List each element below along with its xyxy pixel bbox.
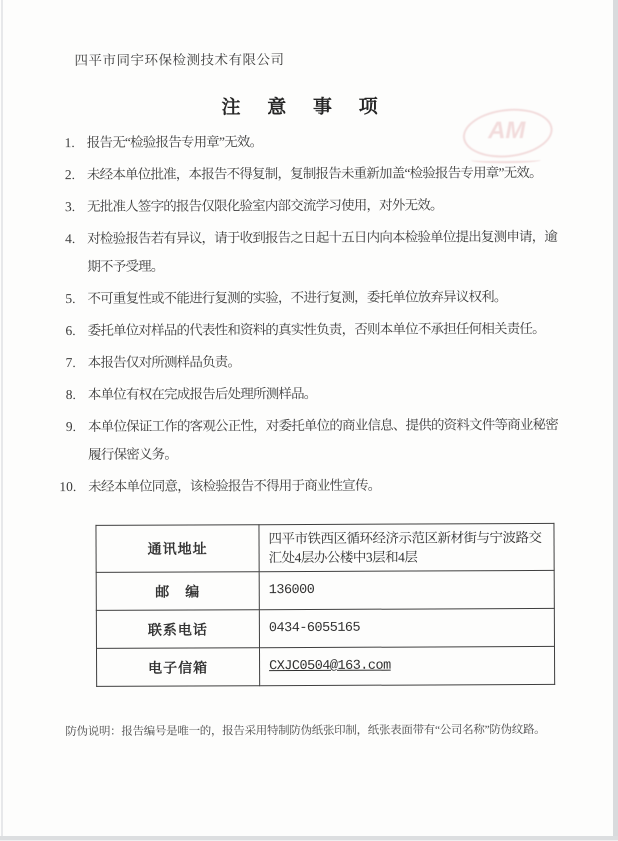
notice-text: 委托单位对样品的代表性和资料的真实性负责，否则本单位不承担任何相关责任。: [87, 320, 545, 338]
notice-number: 3.: [64, 199, 76, 215]
list-item: [49, 223, 564, 281]
postcode-label: 邮 编: [96, 572, 259, 611]
notice-text: 本单位保证工作的客观公正性，对委托单位的商业信息、提供的资料文件等商业秘密履行保密义务。: [87, 416, 558, 462]
scan-edge-bottom: [0, 836, 618, 840]
table-row: [96, 570, 554, 610]
notice-number: 1.: [64, 135, 75, 151]
address-value: 四平市铁西区循环经济示范区新材街与宁波路交汇处4层办公楼中3层和4层: [259, 523, 554, 571]
notice-number: 8.: [65, 387, 76, 403]
list-item: [50, 379, 565, 409]
notice-text: 未经本单位同意，该检验报告不得用于商业性宣传。: [88, 477, 381, 494]
notice-text: 不可重复性或不能进行复测的实验，不进行复测，委托单位放弃异议权利。: [87, 289, 507, 306]
list-item: [50, 471, 565, 501]
table-row: [96, 523, 554, 572]
list-item: [50, 411, 565, 469]
scan-edge-right: [613, 0, 618, 840]
email-cell: [259, 646, 554, 685]
list-item: [49, 127, 564, 157]
notice-number: 4.: [65, 231, 76, 247]
page-title: 注 意 事 项: [221, 96, 384, 119]
notice-list: [49, 127, 566, 505]
notice-text: 无批准人签字的报告仅限化验室内部交流学习使用，对外无效。: [87, 197, 443, 214]
email-link[interactable]: CXJC0504@163.com: [269, 658, 391, 675]
notice-text: 本单位有权在完成报告后处理所测样品。: [87, 385, 317, 402]
notice-number: 7.: [65, 355, 76, 371]
phone-label: 联系电话: [96, 610, 259, 649]
watermark-letters: AM: [488, 117, 526, 145]
list-item: [50, 347, 565, 377]
company-name: 四平市同宇环保检测技术有限公司: [74, 52, 285, 69]
notice-number: 2.: [64, 167, 75, 183]
list-item: [49, 191, 564, 221]
notice-number: 10.: [59, 479, 77, 495]
scan-edge-left: [1, 0, 3, 840]
notice-number: 9.: [65, 419, 77, 435]
table-row: [96, 646, 554, 686]
email-label: 电子信箱: [96, 648, 259, 687]
notice-number: 6.: [65, 323, 76, 339]
table-row: [96, 608, 554, 648]
list-item: [50, 315, 565, 345]
notice-text: 对检验报告若有异议，请于收到报告之日起十五日内向本检验单位提出复测申请，逾期不予受理。: [87, 228, 558, 274]
address-label: 通讯地址: [96, 525, 259, 573]
notice-number: 5.: [65, 291, 76, 307]
list-item: [49, 159, 564, 189]
postcode-value: 136000: [259, 570, 554, 609]
notice-text: 报告无“检验报告专用章”无效。: [86, 134, 263, 150]
contact-info-table: [95, 523, 555, 687]
notice-text: 本报告仅对所测样品负责。: [87, 354, 241, 370]
list-item: [49, 283, 564, 313]
phone-value: 0434-6055165: [259, 608, 554, 647]
notice-text: 未经本单位批准，本报告不得复制，复制报告未重新加盖“检验报告专用章”无效。: [86, 164, 542, 182]
anti-counterfeit-note: 防伪说明：报告编号是唯一的，报告采用特制防伪纸张印制，纸张表面带有“公司名称”防伪纹路。: [65, 723, 546, 739]
